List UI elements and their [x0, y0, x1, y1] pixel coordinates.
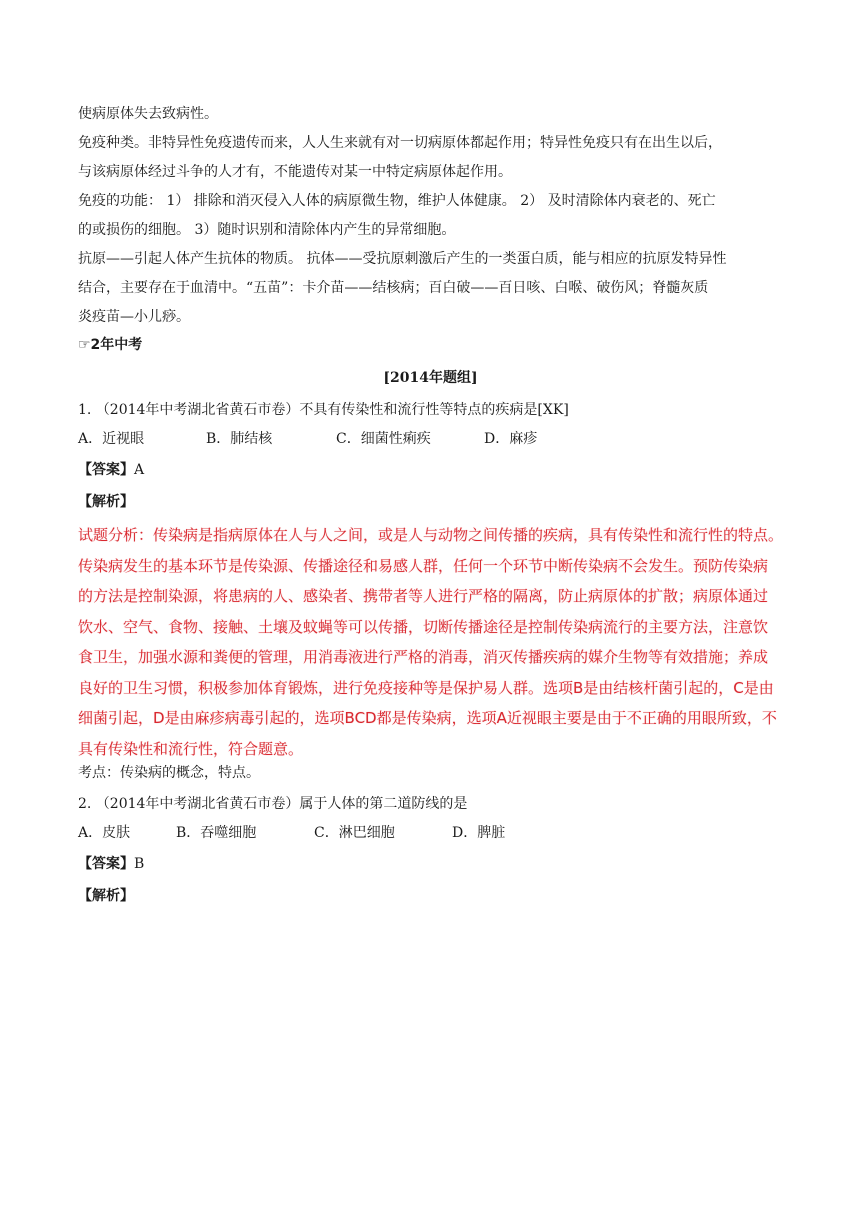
option-b: B．肺结核: [206, 431, 273, 447]
answer-label: 【答案】: [78, 462, 134, 478]
analysis-text: [78, 520, 783, 764]
analysis-label: [78, 486, 783, 518]
intro-line: 使病原体失去致病性。: [78, 106, 218, 122]
analysis-label: [78, 880, 783, 912]
intro-line: 免疫种类。非特异性免疫遗传而来，人人生来就有对一切病原体都起作用；特异性免疫只有在出生以后，: [78, 135, 722, 151]
key-point: 考点：传染病的概念，特点。: [78, 765, 260, 781]
option-a: A．皮肤: [78, 825, 131, 841]
analysis-line: 食卫生，加强水源和粪便的管理，用消毒液进行严格的消毒，消灭传播疾病的媒介生物等有效措施；养成: [78, 648, 769, 666]
answer-line: [78, 848, 783, 880]
answer-value: A: [134, 462, 145, 478]
question-options: [78, 425, 783, 454]
option-c: C．细菌性痢疾: [336, 431, 431, 447]
intro-line: 与该病原体经过斗争的人才有，不能遗传对某一中特定病原体起作用。: [78, 164, 512, 180]
question-stem: 1. （2014年中考湖北省黄石市卷）不具有传染性和流行性等特点的疾病是[XK]: [78, 402, 569, 418]
analysis-line: 细菌引起，D是由麻疹病毒引起的，选项BCD都是传染病，选项A近视眼主要是由于不正确的用眼所致，不: [78, 709, 777, 727]
analysis-line: 良好的卫生习惯，积极参加体育锻炼，进行免疫接种等是保护易人群。选项B是由结核杆菌引起的，C是由: [78, 678, 774, 697]
analysis-line: 传染病发生的基本环节是传染源、传播途径和易感人群，任何一个环节中断传染病不会发生。预防传染病: [78, 556, 769, 575]
answer-value: B: [134, 856, 145, 872]
section-heading: ☞2年中考: [78, 337, 143, 353]
option-b: B．吞噬细胞: [176, 825, 257, 841]
intro-section: [78, 100, 783, 332]
intro-line: 抗原——引起人体产生抗体的物质。 抗体——受抗原刺激后产生的一类蛋白质，能与相应的抗原发特异性: [78, 251, 727, 267]
group-title: [2014年题组]: [383, 370, 478, 386]
analysis-line: 试题分析：传染病是指病原体在人与人之间，或是人与动物之间传播的疾病，具有传染性和流行性的特点。: [78, 526, 784, 544]
intro-line: 免疫的功能： 1） 排除和消灭侵入人体的病原微生物，维护人体健康。 2） 及时清除体内衰老的、死亡: [78, 193, 716, 209]
intro-line: 结合，主要存在于血清中。“五苗”：卡介苗——结核病；百白破——百日咳、白喉、破伤风；脊髓灰质: [78, 280, 709, 296]
analysis-label-text: 【解析】: [78, 888, 134, 904]
question-2: [78, 790, 783, 912]
answer-line: [78, 454, 783, 486]
analysis-line: 饮水、空气、食物、接触、土壤及蚊蝇等可以传播，切断传播途径是控制传染病流行的主要方法，注意饮: [78, 617, 769, 636]
option-d: D．脾脏: [452, 825, 506, 841]
analysis-line: 的方法是控制染源，将患病的人、感染者、携带者等人进行严格的隔离，防止病原体的扩散；病原体通过: [78, 587, 769, 605]
document-page: [78, 100, 783, 912]
answer-label: 【答案】: [78, 856, 134, 872]
intro-line: 炎疫苗—小儿痧。: [78, 309, 190, 325]
analysis-line: 具有传染性和流行性，符合题意。: [78, 739, 304, 758]
intro-line: 的或损伤的细胞。 3）随时识别和清除体内产生的异常细胞。: [78, 222, 456, 238]
option-a: A．近视眼: [78, 431, 145, 447]
question-options: [78, 819, 783, 848]
question-stem: 2. （2014年中考湖北省黄石市卷）属于人体的第二道防线的是: [78, 796, 468, 812]
question-1: [78, 396, 783, 782]
option-d: D．麻疹: [484, 431, 538, 447]
option-c: C．淋巴细胞: [314, 825, 395, 841]
analysis-label-text: 【解析】: [78, 494, 134, 510]
